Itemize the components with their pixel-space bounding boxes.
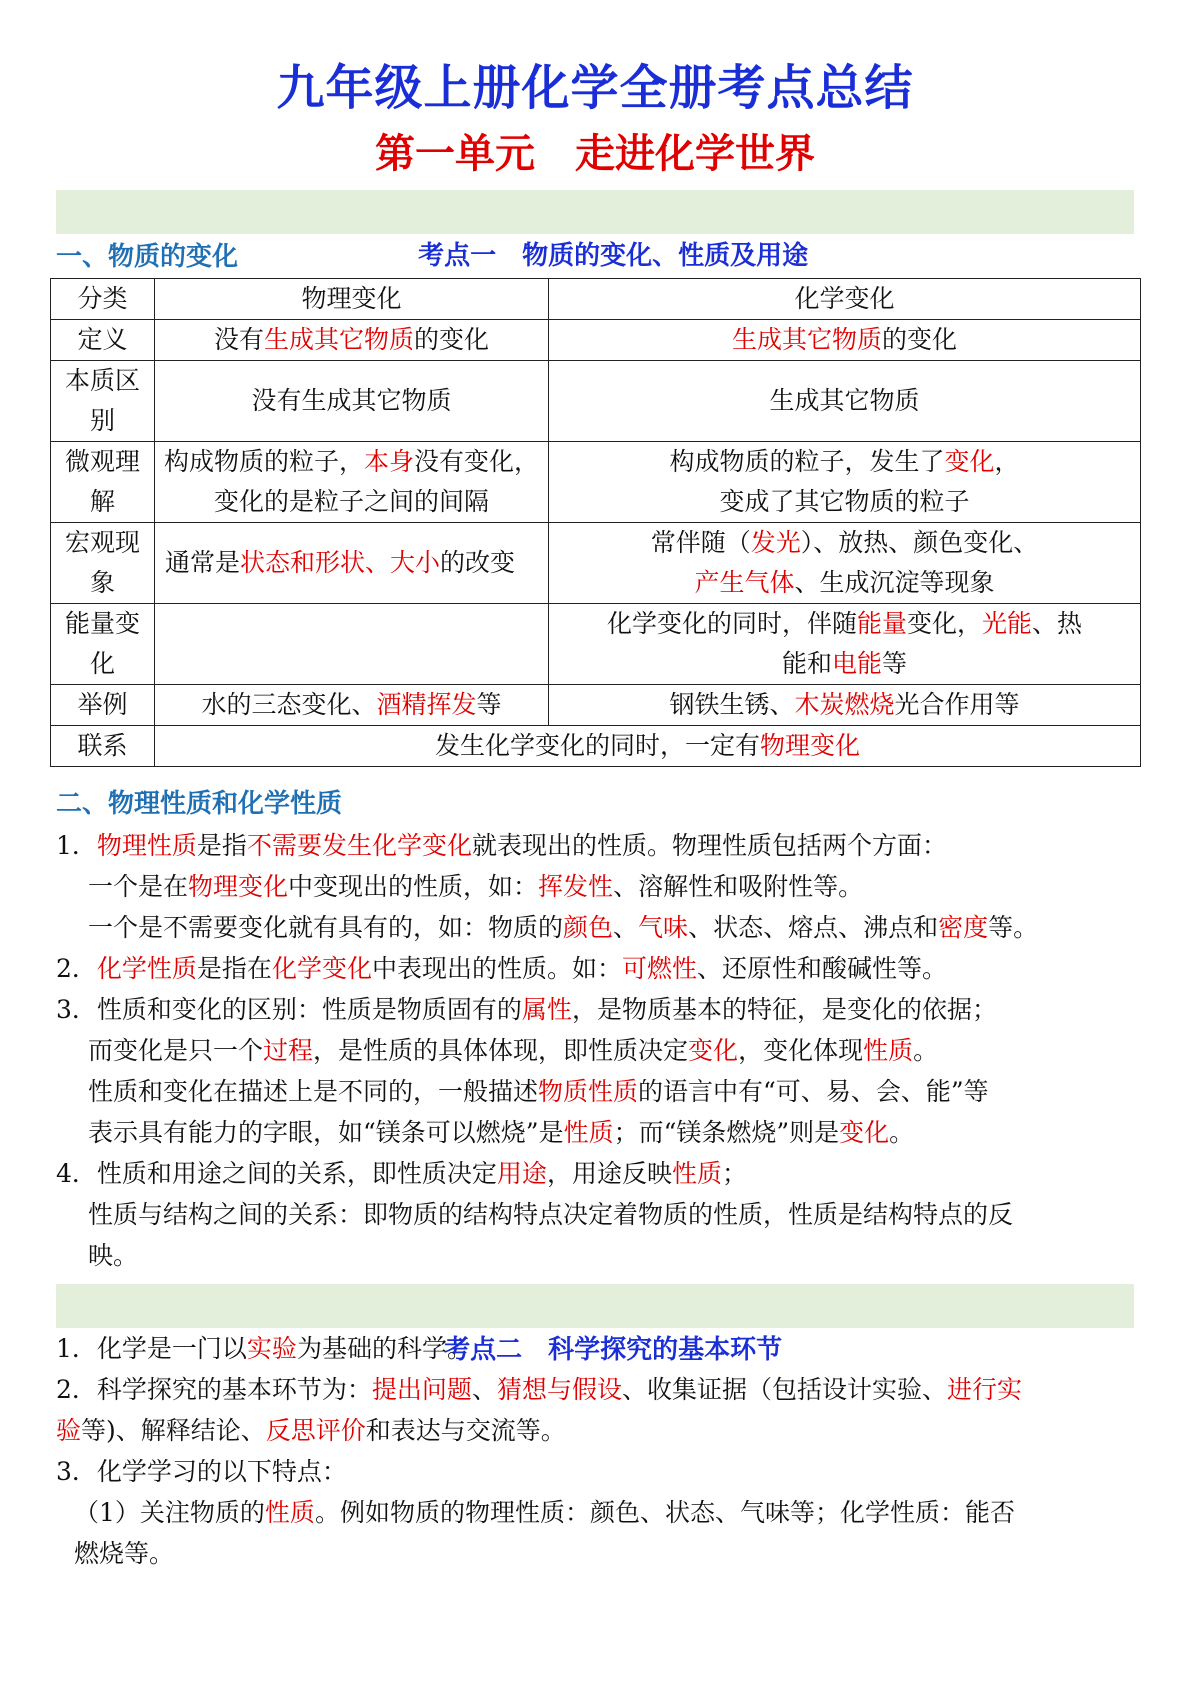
macro-physical: 通常是状态和形状、大小的改变 [155, 523, 549, 604]
point-4-line-3: 映。 [88, 1241, 139, 1270]
point-4-line-2: 性质与结构之间的关系：即物质的结构特点决定着物质的性质，性质是结构特点的反 [88, 1200, 1014, 1229]
point-4-property-vs-use [56, 1153, 1134, 1276]
table-row-example [51, 685, 1141, 726]
point-1-line-2: 一个是在物理变化中变现出的性质，如：挥发性、溶解性和吸附性等。 [88, 872, 864, 901]
header-chemical-change: 化学变化 [549, 279, 1141, 320]
table-row-micro [51, 442, 1141, 523]
row-label: 本质区别 [51, 361, 155, 442]
table-row-macro [51, 523, 1141, 604]
section-1-heading: 一、物质的变化 [56, 242, 239, 272]
point-4-line-1: 4．性质和用途之间的关系，即性质决定用途，用途反映性质； [56, 1159, 747, 1188]
example-physical: 水的三态变化、酒精挥发等 [155, 685, 549, 726]
row-label: 能量变化 [51, 604, 155, 685]
point-3-line-3: 性质和变化在描述上是不同的，一般描述物质性质的语言中有“可、易、会、能”等 [88, 1077, 989, 1106]
point-1-physical-property [56, 825, 1134, 948]
row-label: 微观理解 [51, 442, 155, 523]
definition-physical: 没有生成其它物质的变化 [155, 320, 549, 361]
document-title: 九年级上册化学全册考点总结 [276, 60, 914, 116]
micro-physical: 构成物质的粒子，本身没有变化， 变化的是粒子之间的间隔 [155, 442, 549, 523]
header-category: 分类 [51, 279, 155, 320]
energy-chemical: 化学变化的同时，伴随能量变化，光能、热 能和电能等 [549, 604, 1141, 685]
inquiry-point-2-line-2: 验等)、解释结论、反思评价和表达与交流等。 [56, 1416, 566, 1445]
energy-physical [155, 604, 549, 685]
point-3-line-1: 3．性质和变化的区别：性质是物质固有的属性，是物质基本的特征，是变化的依据； [56, 995, 997, 1024]
point-3-property-vs-change [56, 989, 1134, 1153]
essence-physical: 没有生成其它物质 [155, 361, 549, 442]
kaodian-1-title: 考点一 物质的变化、性质及用途 [418, 241, 809, 271]
inquiry-sub-1-line-1: （1）关注物质的性质。例如物质的物理性质：颜色、状态、气味等；化学性质：能否 [74, 1498, 1015, 1527]
table-row-definition [51, 320, 1141, 361]
row-label: 举例 [51, 685, 155, 726]
inquiry-point-2-line-1: 2．科学探究的基本环节为：提出问题、猜想与假设、收集证据（包括设计实验、进行实 [56, 1375, 1022, 1404]
definition-chemical: 生成其它物质的变化 [549, 320, 1141, 361]
table-row-essence [51, 361, 1141, 442]
example-chemical: 钢铁生锈、木炭燃烧光合作用等 [549, 685, 1141, 726]
kaodian-1-banner [56, 190, 1134, 271]
point-3-line-2: 而变化是只一个过程，是性质的具体体现，即性质决定变化，变化体现性质。 [88, 1036, 939, 1065]
row-label: 联系 [51, 726, 155, 767]
change-comparison-table [50, 278, 1141, 767]
kaodian-2-title: 考点二 科学探究的基本环节 [444, 1335, 783, 1365]
macro-chemical: 常伴随（发光）、放热、颜色变化、 产生气体、生成沉淀等现象 [549, 523, 1141, 604]
section-2-heading: 二、物理性质和化学性质 [56, 789, 343, 819]
table-row-energy [51, 604, 1141, 685]
header-physical-change: 物理变化 [155, 279, 549, 320]
point-2-chemical-property: 2．化学性质是指在化学变化中表现出的性质。如：可燃性、还原性和酸碱性等。 [56, 954, 947, 983]
inquiry-point-3: 3．化学学习的以下特点： [56, 1457, 347, 1486]
table-row-relation [51, 726, 1141, 767]
point-1-line-3: 一个是不需要变化就有具有的，如：物质的颜色、气味、状态、熔点、沸点和密度等。 [88, 913, 1039, 942]
row-label: 定义 [51, 320, 155, 361]
unit-title: 第一单元 走进化学世界 [375, 131, 815, 177]
essence-chemical: 生成其它物质 [549, 361, 1141, 442]
inquiry-sub-1-line-2: 燃烧等。 [74, 1539, 175, 1568]
inquiry-point-3-sub-1 [56, 1492, 1134, 1574]
relation-text: 发生化学变化的同时，一定有物理变化 [155, 726, 1141, 767]
point-1-line-1: 1．物理性质是指不需要发生化学变化就表现出的性质。物理性质包括两个方面： [56, 831, 947, 860]
point-3-line-4: 表示具有能力的字眼，如“镁条可以燃烧”是性质；而“镁条燃烧”则是变化。 [88, 1118, 915, 1147]
inquiry-point-1: 1．化学是一门以实验为基础的科学。 [56, 1334, 472, 1363]
row-label: 宏观现象 [51, 523, 155, 604]
micro-chemical: 构成物质的粒子，发生了变化， 变成了其它物质的粒子 [549, 442, 1141, 523]
